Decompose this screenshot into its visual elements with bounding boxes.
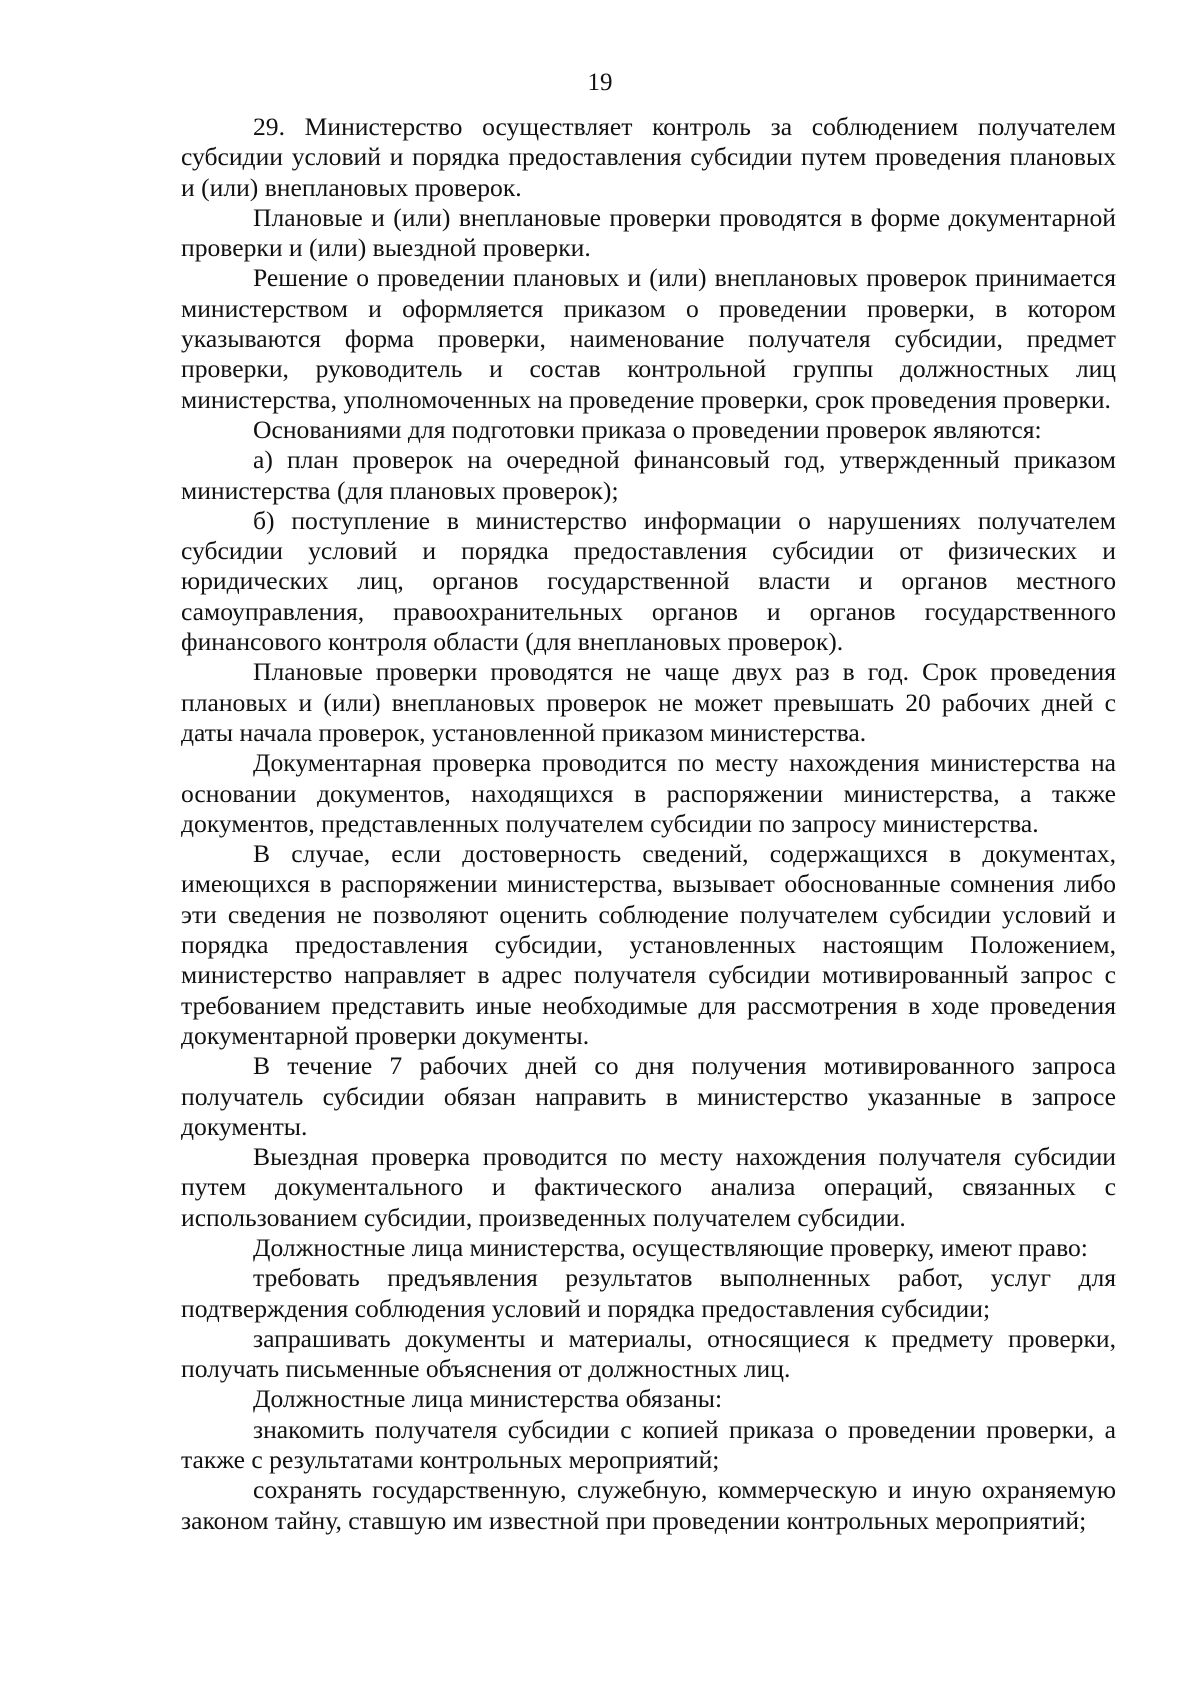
paragraph-duty-secrecy: сохранять государственную, служебную, коммерческую и иную охраняемую законом тайну, ставшую им известной при проведении контрольных мероприятий; [181, 1475, 1116, 1535]
paragraph-grounds-a: а) план проверок на очередной финансовый год, утвержденный приказом министерства (для плановых проверок); [181, 445, 1116, 505]
paragraph-planned-frequency: Плановые проверки проводятся не чаще двух раз в год. Срок проведения плановых и (или) внеплановых проверок не может превышать 20 рабочих дней с даты начала проверок, установленной приказом министерства. [181, 657, 1116, 747]
paragraph-29-control: 29. Министерство осуществляет контроль за соблюдением получателем субсидии условий и порядка предоставления субсидии путем проведения плановых и (или) внеплановых проверок. [181, 112, 1116, 202]
paragraph-right-demand: требовать предъявления результатов выполненных работ, услуг для подтверждения соблюдения условий и порядка предоставления субсидии; [181, 1263, 1116, 1323]
paragraph-duty-acquaint: знакомить получателя субсидии с копией приказа о проведении проверки, а также с результатами контрольных мероприятий; [181, 1414, 1116, 1475]
paragraph-doubtful-info: В случае, если достоверность сведений, содержащихся в документах, имеющихся в распоряжении министерства, вызывает обоснованные сомнения либо эти сведения не позволяют оценить соблюдение получателем субсидии условий и порядка предоставления субсидии, установленных настоящим Положением, министерство направляет в адрес получателя субсидии мотивированный запрос с требованием представить иные необходимые для рассмотрения в ходе проведения документарной проверки документы. [181, 839, 1116, 1050]
paragraph-documentary-check: Документарная проверка проводится по месту нахождения министерства на основании документов, находящихся в распоряжении министерства, а также документов, представленных получателем субсидии по запросу министерства. [181, 748, 1116, 838]
paragraph-grounds-b: б) поступление в министерство информации о нарушениях получателем субсидии условий и порядка предоставления субсидии от физических и юридических лиц, органов государственной власти и органов местного самоуправления, правоохранительных органов и органов государственного финансового контроля области (для внеплановых проверок). [181, 505, 1116, 657]
paragraph-officials-duties: Должностные лица министерства обязаны: [253, 1384, 723, 1414]
document-body [181, 112, 1116, 1536]
paragraph-grounds-intro: Основаниями для подготовки приказа о проведении проверок являются: [253, 414, 1042, 444]
paragraph-check-decision: Решение о проведении плановых и (или) внеплановых проверок принимается министерством и оформляется приказом о проведении проверки, в котором указываются форма проверки, наименование получателя субсидии, предмет проверки, руководитель и состав контрольной группы должностных лиц министерства, уполномоченных на проведение проверки, срок проведения проверки. [181, 263, 1116, 414]
paragraph-response-deadline: В течение 7 рабочих дней со дня получения мотивированного запроса получатель субсидии обязан направить в министерство указанные в запросе документы. [181, 1051, 1116, 1141]
paragraph-officials-rights: Должностные лица министерства, осуществляющие проверку, имеют право: [253, 1232, 1088, 1262]
paragraph-field-check: Выездная проверка проводится по месту нахождения получателя субсидии путем документального и фактического анализа операций, связанных с использованием субсидии, произведенных получателем субсидии. [181, 1142, 1116, 1232]
paragraph-check-forms: Плановые и (или) внеплановые проверки проводятся в форме документарной проверки и (или) выездной проверки. [181, 202, 1116, 263]
paragraph-right-request: запрашивать документы и материалы, относящиеся к предмету проверки, получать письменные объяснения от должностных лиц. [181, 1323, 1116, 1384]
page-number: 19 [587, 69, 613, 96]
